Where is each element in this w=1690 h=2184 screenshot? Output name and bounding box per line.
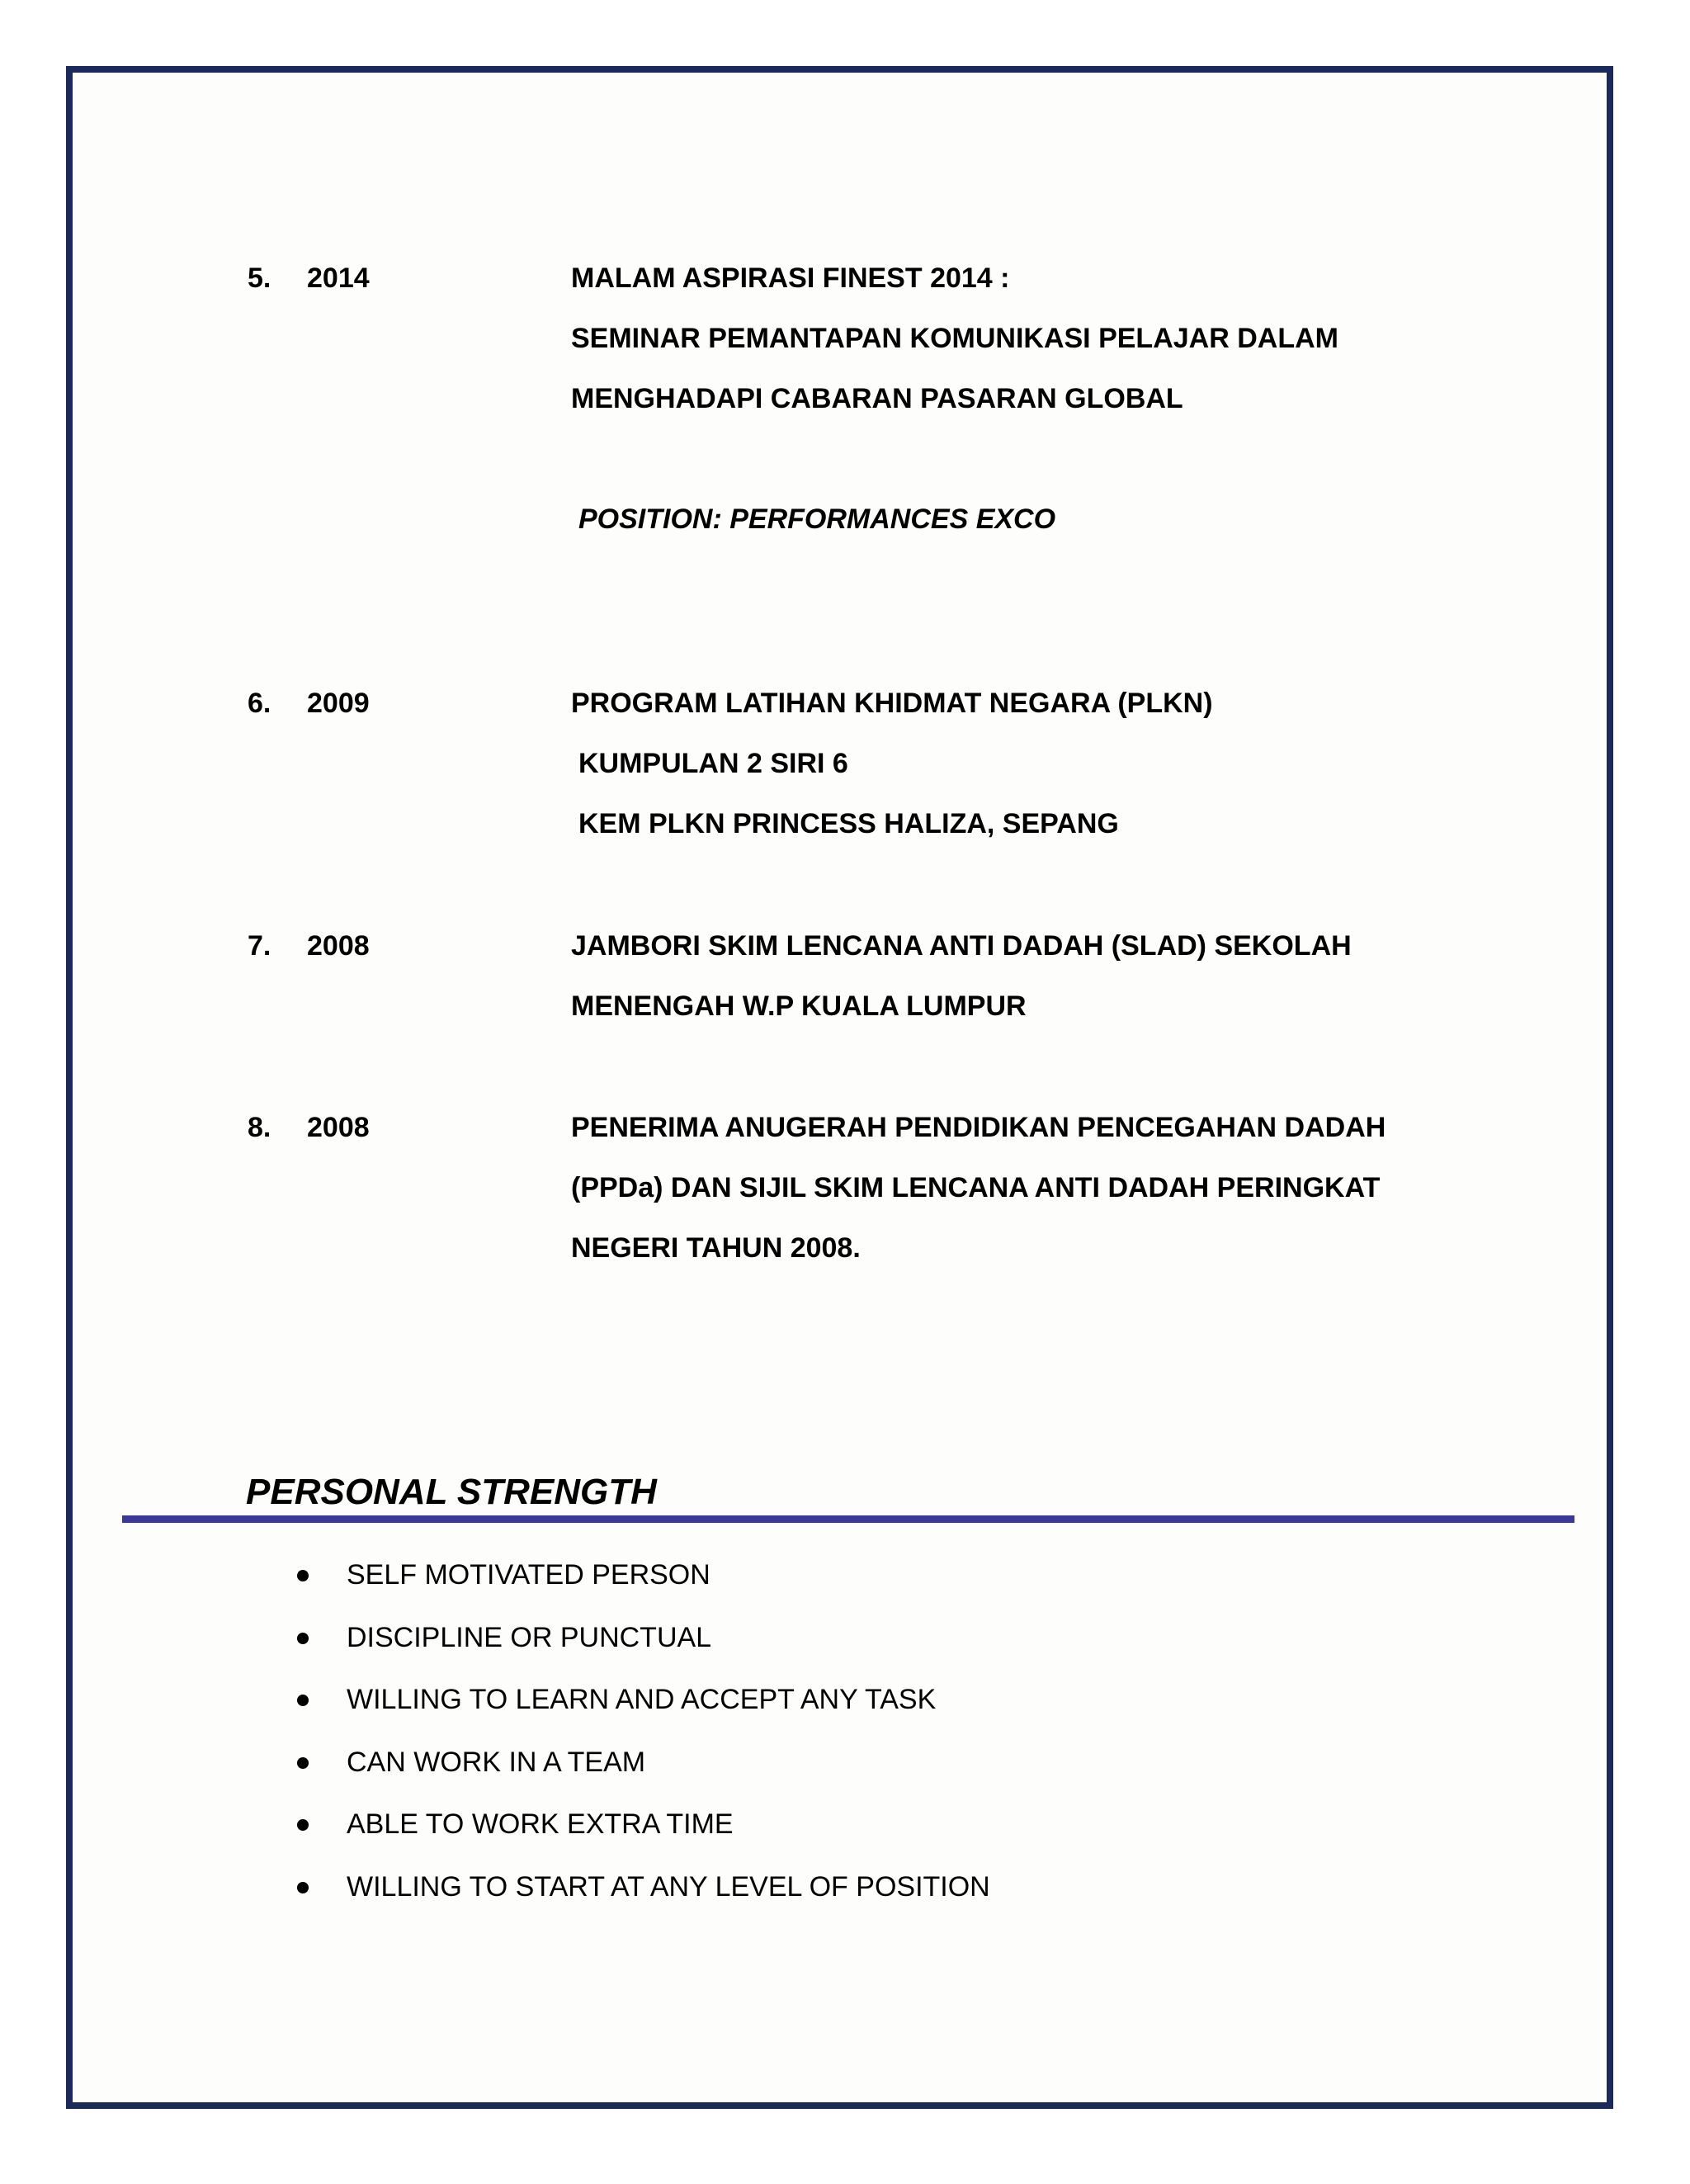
entry-position: POSITION: PERFORMANCES EXCO [578,503,1056,535]
entry-line: KEM PLKN PRINCESS HALIZA, SEPANG [578,808,1119,839]
list-item [297,1732,990,1794]
entry-description [571,916,1479,1037]
strength-item-text: SELF MOTIVATED PERSON [347,1559,710,1591]
entry-year: 2008 [307,930,370,962]
entry-line: MENENGAH W.P KUALA LUMPUR [571,990,1027,1022]
bullet-icon [297,1633,309,1644]
entry-year: 2008 [307,1112,370,1143]
entry-line: SEMINAR PEMANTAPAN KOMUNIKASI PELAJAR DALAM [571,323,1338,354]
strength-item-text: DISCIPLINE OR PUNCTUAL [347,1621,712,1653]
section-divider [122,1515,1574,1523]
list-item [297,1794,990,1856]
entry-line: NEGERI TAHUN 2008. [571,1232,861,1264]
entry-line: JAMBORI SKIM LENCANA ANTI DADAH (SLAD) SEKOLAH [571,930,1352,962]
entry-number: 6. [248,688,271,719]
entry-description [571,248,1479,550]
bullet-icon [297,1819,309,1831]
list-item [297,1544,990,1607]
entry-number: 8. [248,1112,271,1143]
strength-item-text: ABLE TO WORK EXTRA TIME [347,1808,734,1840]
entry-line: MALAM ASPIRASI FINEST 2014 : [571,262,1010,294]
bullet-icon [297,1695,309,1706]
strength-list [297,1544,990,1918]
entry-line: MENGHADAPI CABARAN PASARAN GLOBAL [571,383,1183,414]
bullet-icon [297,1757,309,1769]
bullet-icon [297,1570,309,1581]
entry-number: 5. [248,262,271,294]
entry-number: 7. [248,930,271,962]
entry-year: 2014 [307,262,370,294]
entry-year: 2009 [307,688,370,719]
entry-line: PROGRAM LATIHAN KHIDMAT NEGARA (PLKN) [571,688,1213,719]
entry-line: (PPDa) DAN SIJIL SKIM LENCANA ANTI DADAH PERINGKAT [571,1172,1381,1203]
list-item [297,1607,990,1670]
section-title-personal-strength: PERSONAL STRENGTH [246,1472,657,1512]
list-item [297,1856,990,1919]
strength-item-text: WILLING TO START AT ANY LEVEL OF POSITION [347,1870,990,1903]
strength-item-text: CAN WORK IN A TEAM [347,1746,646,1778]
entry-description [571,674,1479,854]
strength-item-text: WILLING TO LEARN AND ACCEPT ANY TASK [347,1684,937,1715]
entry-line: PENERIMA ANUGERAH PENDIDIKAN PENCEGAHAN DADAH [571,1112,1386,1143]
entry-line: KUMPULAN 2 SIRI 6 [578,748,848,779]
bullet-icon [297,1882,309,1893]
entry-description [571,1098,1479,1279]
list-item [297,1669,990,1732]
